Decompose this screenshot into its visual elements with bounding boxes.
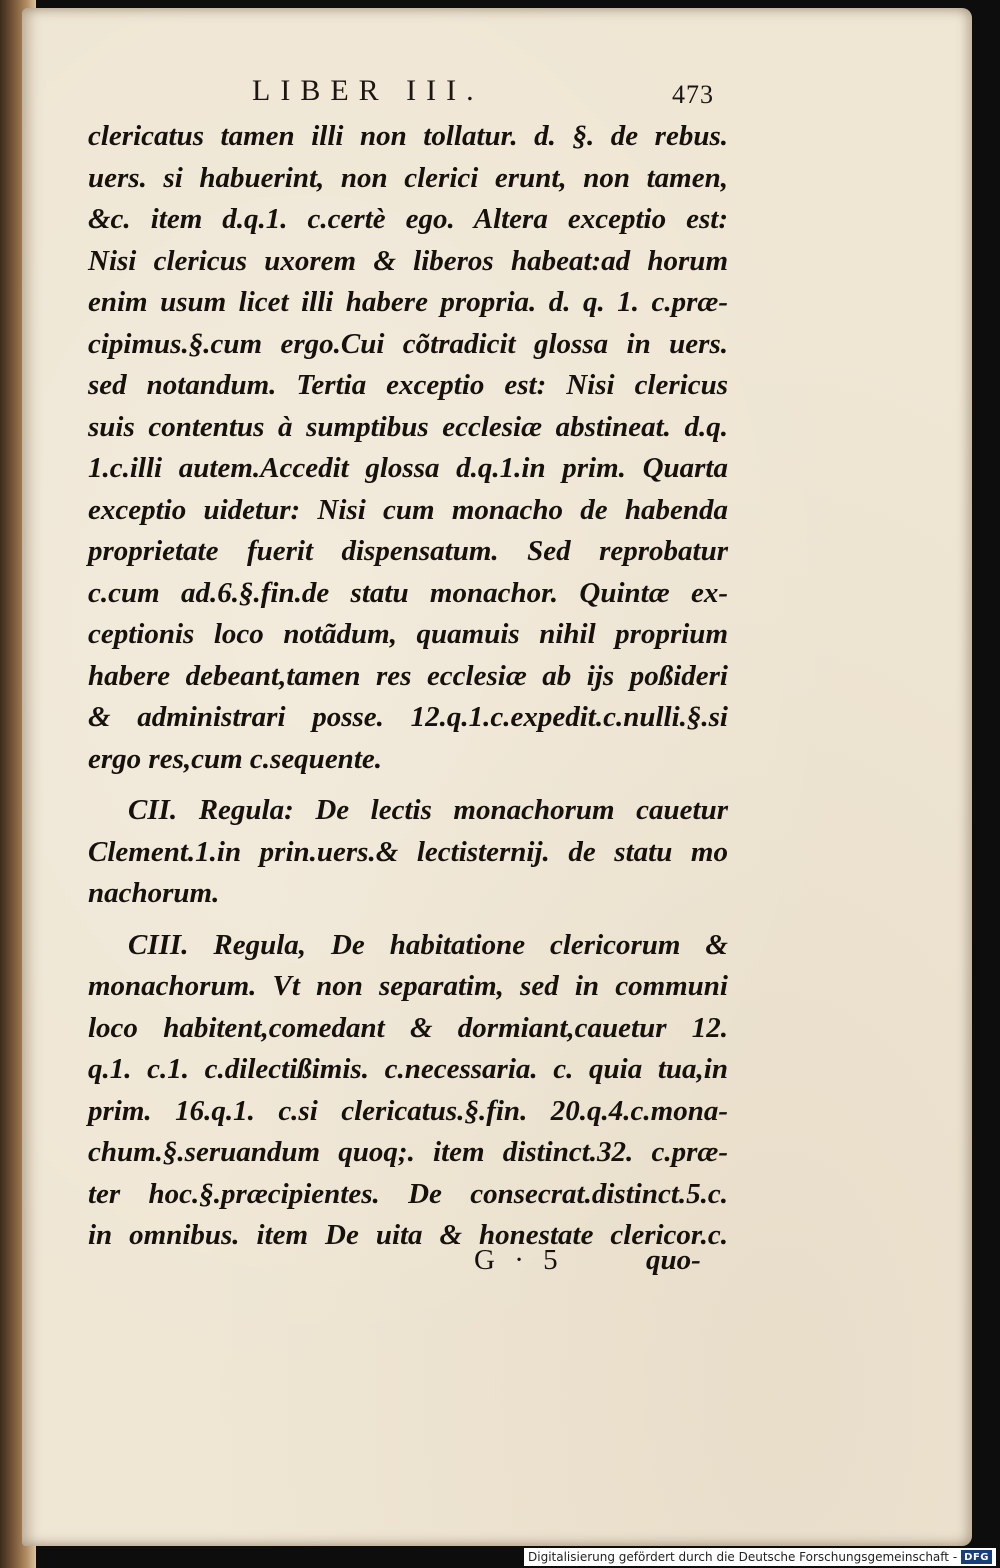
text-line: c.cum ad.6.§.fin.de statu monachor. Quintæ ex- <box>88 576 728 609</box>
page-header <box>232 74 732 114</box>
text-line: cipimus.§.cum ergo.Cui cõtradicit glossa in uers. <box>88 327 728 360</box>
paragraph-gap <box>88 780 728 790</box>
page-foot <box>474 1244 724 1284</box>
book-page <box>22 8 972 1546</box>
main-text <box>88 116 728 1257</box>
text-line: Clement.1.in prin.uers.& lectisternij. de statu mo <box>88 835 728 868</box>
text-line: loco habitent,comedant & dormiant,cauetur 12. <box>88 1011 728 1044</box>
credit-text: Digitalisierung gefördert durch die Deutsche Forschungsgemeinschaft - <box>528 1550 958 1564</box>
text-line: prim. 16.q.1. c.si clericatus.§.fin. 20.q.4.c.mona- <box>88 1094 728 1127</box>
text-line: enim usum licet illi habere propria. d. q. 1. c.præ- <box>88 286 728 318</box>
dfg-logo-icon: DFG <box>961 1550 992 1564</box>
text-line: ergo res,cum c.sequente. <box>88 742 382 775</box>
paragraph-gap <box>88 915 728 925</box>
text-line: monachorum. Vt non separatim, sed in communi <box>88 970 728 1002</box>
text-line: ter hoc.§.præcipientes. De consecrat.distinct.5.c. <box>88 1177 728 1210</box>
catchword: quo- <box>646 1244 701 1276</box>
digitization-credit <box>524 1548 996 1566</box>
text-line: ceptionis loco notãdum, quamuis nihil proprium <box>88 618 728 650</box>
text-line: CIII. Regula, De habitatione clericorum & <box>128 928 728 961</box>
text-line: CII. Regula: De lectis monachorum cauetur <box>128 794 728 826</box>
text-line: &c. item d.q.1. c.certè ego. Altera exceptio est: <box>88 203 728 235</box>
text-line: clericatus tamen illi non tollatur. d. §. de rebus. <box>88 120 728 152</box>
text-line: exceptio uidetur: Nisi cum monacho de habenda <box>88 493 728 526</box>
text-line: Nisi clericus uxorem & liberos habeat:ad horum <box>88 244 728 277</box>
page-number: 473 <box>672 80 714 109</box>
text-line: nachorum. <box>88 877 220 909</box>
text-line: in omnibus. item De uita & honestate clericor.c. <box>88 1219 728 1251</box>
text-line: q.1. c.1. c.dilectißimis. c.necessaria. c. quia tua,in <box>88 1053 728 1085</box>
text-line: uers. si habuerint, non clerici erunt, non tamen, <box>88 161 728 194</box>
text-line: chum.§.seruandum quoq;. item distinct.32. c.præ- <box>88 1136 728 1168</box>
signature-mark: G · 5 <box>474 1244 564 1276</box>
text-line: & administrari posse. 12.q.1.c.expedit.c.nulli.§.si <box>88 701 728 733</box>
text-line: habere debeant,tamen res ecclesiæ ab ijs poßideri <box>88 659 728 692</box>
text-line: suis contentus à sumptibus ecclesiæ abstineat. d.q. <box>88 410 728 443</box>
text-line: sed notandum. Tertia exceptio est: Nisi clericus <box>88 369 728 401</box>
running-head: LIBER III. <box>252 74 484 107</box>
text-line: 1.c.illi autem.Accedit glossa d.q.1.in prim. Quarta <box>88 452 728 484</box>
text-line: proprietate fuerit dispensatum. Sed reprobatur <box>88 535 728 567</box>
